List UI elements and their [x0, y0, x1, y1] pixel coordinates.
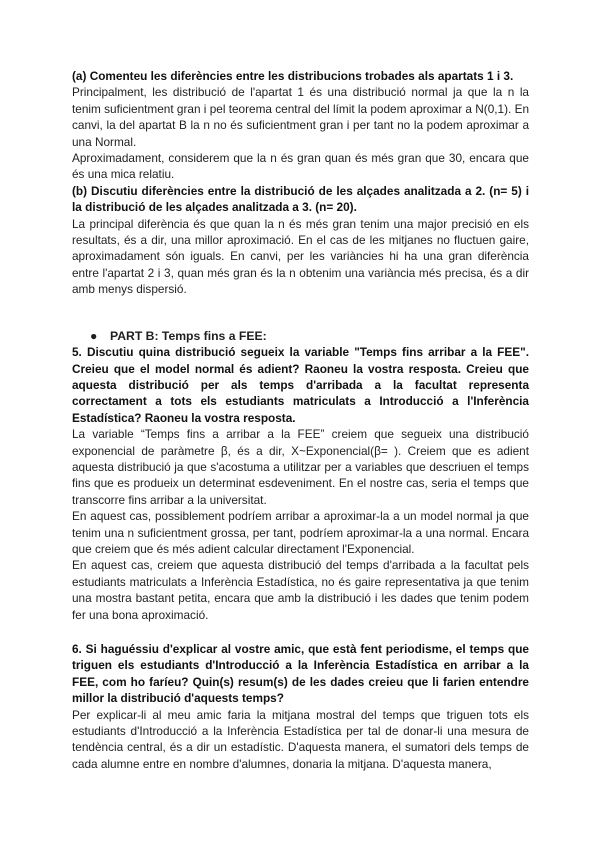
bullet-icon: ●	[90, 328, 98, 343]
question-a: (a) Comenteu les diferències entre les distribucions trobades als apartats 1 i 3.	[72, 69, 514, 83]
question-6: 6. Si haguéssiu d'explicar al vostre amic, que està fent periodisme, el temps que triguen els estudiants d'Introducció a la Inferència Estadística en arribar a la FEE, com ho faríeu? Quin(s) resum(s) de les dades creieu que li farien entendre millor la distribució d'aquests temps?	[72, 642, 529, 706]
answer-5-paragraph-1: La variable “Temps fins a arribar a la FEE” creiem que segueix una distribució exponencial de paràmetre β, és a dir, X~Exponencial(β= ). Creiem que es adient aquesta distribució ja que s'acostuma a utilitzar per a variables que descriuen el temps fins que es produeix un determinat esdeveniment. En el nostre cas, seria el temps que transcorre fins arribar a la universitat.	[72, 427, 529, 507]
question-5: 5. Discutiu quina distribució segueix la variable "Temps fins arribar a la FEE". Creieu que el model normal és adient? Raoneu la vostra resposta. Creieu que aquesta distribució per als temps d'arribada a la facultat representa correctament a tots els estudiants matriculats a Introducció a l'Inferència Estadística? Raoneu la vostra resposta.	[72, 345, 529, 425]
answer-a-paragraph-2: Aproximadament, considerem que la n és gran quan és més gran que 30, encara que és una mica relatiu.	[72, 151, 529, 182]
part-b-heading-text: PART B: Temps fins a FEE:	[110, 328, 267, 343]
part-b-heading	[90, 328, 529, 344]
answer-b-paragraph: La principal diferència és que quan la n és més gran tenim una major precisió en els resultats, és a dir, una millor aproximació. En el cas de les mitjanes no fluctuen gaire, aproximadament són iguals. En canvi, per les variàncies hi ha una gran diferència entre l'apartat 2 i 3, quan més gran és la n obtenim una variància més precisa, és a dir amb menys dispersió.	[72, 216, 529, 297]
answer-5-paragraph-2: En aquest cas, possiblement podríem arribar a aproximar-la a un model normal ja que tenim una n suficientment grossa, per tant, podríem aproximar-la a una normal. Encara que creiem que és més adient calcular directament l'Exponencial.	[72, 509, 529, 556]
answer-6-paragraph: Per explicar-li al meu amic faria la mitjana mostral del temps que triguen tots els estudiants d'Introducció a la Inferència Estadística per tal de donar-li una mesura de tendència central, és a dir un estadístic. D'aquesta manera, el sumatori dels temps de cada alumne entre en nombre d'alumnes, donaria la mitjana. D'aquesta manera,	[72, 707, 529, 771]
document-page	[72, 68, 529, 772]
question-b: (b) Discutiu diferències entre la distribució de les alçades analitzada a 2. (n= 5) i la distribució de les alçades analitzada a 3. (n= 20).	[72, 183, 529, 215]
answer-5-paragraph-3: En aquest cas, creiem que aquesta distribució del temps d'arribada a la facultat pels estudiants matriculats a Inferència Estadística, no és gaire representativa ja que tenim una mostra bastant petita, encara que amb la distribució i les dades que tenim podem fer una bona aproximació.	[72, 558, 529, 622]
spacer	[72, 298, 529, 328]
answer-a-paragraph-1: Principalment, les distribució de l'apartat 1 és una distribució normal ja que la n la tenim suficientment gran i pel teorema central del límit la podem aproximar a N(0,1). En canvi, la del apartat B la n no és suficientment gran i per tant no la podem aproximar a una Normal.	[72, 85, 530, 149]
spacer	[72, 623, 529, 641]
